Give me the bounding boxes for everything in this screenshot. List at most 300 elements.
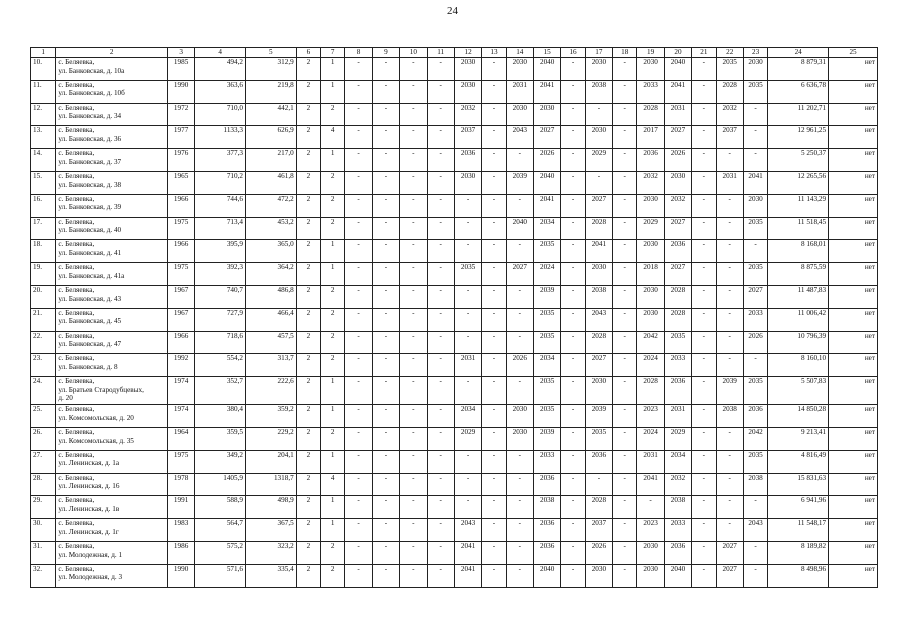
cost-cell: 11 143,29 (768, 194, 829, 217)
table-cell: 2039 (716, 377, 743, 405)
table-cell: 2 (321, 103, 345, 126)
table-cell: - (400, 427, 427, 450)
table-cell: 2029 (637, 217, 664, 240)
table-row (31, 564, 878, 587)
table-cell: 2037 (585, 519, 612, 542)
table-cell: 335,4 (246, 564, 297, 587)
table-cell: 1 (321, 58, 345, 81)
table-cell: - (716, 331, 743, 354)
table-cell: 1974 (167, 377, 194, 405)
table-row (31, 308, 878, 331)
column-header: 13 (482, 48, 506, 58)
table-row (31, 80, 878, 103)
table-cell: 2 (296, 263, 320, 286)
table-cell: - (613, 149, 637, 172)
table-cell: - (427, 80, 454, 103)
column-header: 17 (585, 48, 612, 58)
table-cell: - (692, 285, 716, 308)
table-row (31, 194, 878, 217)
column-header: 10 (400, 48, 427, 58)
table-cell: 710,0 (195, 103, 246, 126)
table-cell: 2028 (585, 217, 612, 240)
table-cell: - (482, 541, 506, 564)
cost-cell: 8 168,01 (768, 240, 829, 263)
table-cell: 1991 (167, 496, 194, 519)
table-cell: 727,9 (195, 308, 246, 331)
table-cell: - (743, 564, 767, 587)
table-cell: - (482, 80, 506, 103)
table-row (31, 263, 878, 286)
table-cell: 2028 (637, 103, 664, 126)
table-cell: - (482, 308, 506, 331)
table-cell: 204,1 (246, 450, 297, 473)
table-cell: 2032 (454, 103, 481, 126)
cost-cell: 12 265,56 (768, 171, 829, 194)
table-cell: - (692, 194, 716, 217)
table-cell: - (716, 308, 743, 331)
table-cell: 1 (321, 405, 345, 428)
table-cell: - (345, 194, 372, 217)
table-body (31, 58, 878, 588)
table-cell: - (692, 541, 716, 564)
table-cell: - (613, 126, 637, 149)
table-cell: - (506, 496, 533, 519)
table-cell: 2030 (506, 103, 533, 126)
table-cell: 588,9 (195, 496, 246, 519)
table-cell: 2 (321, 541, 345, 564)
address-cell (56, 450, 168, 473)
column-header: 4 (195, 48, 246, 58)
address-cell (56, 405, 168, 428)
table-cell: 2035 (533, 308, 560, 331)
table-row (31, 126, 878, 149)
table-cell: 352,7 (195, 377, 246, 405)
table-cell: - (561, 519, 585, 542)
table-cell: - (482, 58, 506, 81)
table-cell: 312,9 (246, 58, 297, 81)
table-cell: 2026 (743, 331, 767, 354)
table-cell: - (613, 171, 637, 194)
table-cell: - (743, 354, 767, 377)
table-cell: - (427, 405, 454, 428)
column-header: 11 (427, 48, 454, 58)
table-cell: 1133,3 (195, 126, 246, 149)
table-cell: 2032 (637, 171, 664, 194)
address-line: ул. Банковская, д. 36 (58, 134, 122, 143)
table-cell: - (613, 377, 637, 405)
table-cell: 2 (296, 405, 320, 428)
table-header (31, 48, 878, 58)
table-cell: - (482, 405, 506, 428)
address-line: с. Беляевка, (58, 285, 95, 294)
table-cell: 2039 (585, 405, 612, 428)
table-cell: 2041 (533, 194, 560, 217)
address-line: с. Беляевка, (58, 519, 95, 528)
status-cell: нет (829, 427, 878, 450)
status-cell: нет (829, 217, 878, 240)
table-cell: - (561, 171, 585, 194)
address-line: с. Беляевка, (58, 427, 95, 436)
table-cell: - (345, 58, 372, 81)
address-line: с. Беляевка, (58, 473, 95, 482)
table-cell: - (454, 331, 481, 354)
table-cell: 2030 (637, 194, 664, 217)
table-cell: - (427, 354, 454, 377)
column-header: 25 (829, 48, 878, 58)
table-cell: - (372, 405, 399, 428)
table-cell: - (692, 308, 716, 331)
table-cell: - (427, 149, 454, 172)
address-line: ул. Банковская, д. 43 (58, 294, 122, 303)
table-cell: 2043 (743, 519, 767, 542)
table-cell: 2035 (743, 80, 767, 103)
table-cell: - (561, 405, 585, 428)
address-line: с. Беляевка, (58, 103, 95, 112)
address-line: ул. Банковская, д. 10а (58, 66, 125, 75)
table-cell: 1 (321, 496, 345, 519)
table-cell: 349,2 (195, 450, 246, 473)
table-cell: - (345, 519, 372, 542)
table-cell: 710,2 (195, 171, 246, 194)
table-cell: 2038 (716, 405, 743, 428)
status-cell: нет (829, 263, 878, 286)
table-cell: 2043 (585, 308, 612, 331)
table-cell: - (400, 377, 427, 405)
column-header: 14 (506, 48, 533, 58)
row-number: 18. (31, 240, 56, 263)
table-cell: 2035 (716, 58, 743, 81)
table-cell: 2030 (454, 171, 481, 194)
table-cell: 2024 (637, 354, 664, 377)
table-cell: 2030 (637, 285, 664, 308)
row-number: 13. (31, 126, 56, 149)
address-line: ул. Ленинская, д. 1а (58, 459, 120, 468)
table-cell: 1405,9 (195, 473, 246, 496)
table-row (31, 217, 878, 240)
table-cell: - (482, 240, 506, 263)
table-cell: 2029 (585, 149, 612, 172)
table-cell: - (345, 308, 372, 331)
table-cell: - (482, 194, 506, 217)
table-cell: 4 (321, 126, 345, 149)
table-cell: 2 (296, 126, 320, 149)
cost-cell: 14 850,28 (768, 405, 829, 428)
table-cell: 2037 (716, 126, 743, 149)
table-cell: 2027 (585, 354, 612, 377)
table-cell: 2030 (637, 240, 664, 263)
table-cell: 1972 (167, 103, 194, 126)
status-cell: нет (829, 171, 878, 194)
address-cell (56, 427, 168, 450)
table-cell: - (692, 473, 716, 496)
table-cell: - (454, 377, 481, 405)
table-cell: 2 (296, 427, 320, 450)
table-cell: - (454, 473, 481, 496)
table-cell: - (613, 58, 637, 81)
table-cell: 2028 (664, 308, 691, 331)
status-cell: нет (829, 377, 878, 405)
address-cell (56, 331, 168, 354)
table-cell: 1990 (167, 564, 194, 587)
table-cell: - (345, 103, 372, 126)
table-cell: - (427, 126, 454, 149)
table-cell: 392,3 (195, 263, 246, 286)
table-cell: - (692, 126, 716, 149)
table-cell: 2 (296, 308, 320, 331)
column-header: 8 (345, 48, 372, 58)
table-cell: - (692, 171, 716, 194)
address-line: с. Беляевка, (58, 194, 95, 203)
table-cell: - (345, 427, 372, 450)
table-cell: 2024 (637, 427, 664, 450)
table-cell: 2 (296, 149, 320, 172)
table-cell: 2040 (533, 58, 560, 81)
table-row (31, 541, 878, 564)
status-cell: нет (829, 58, 878, 81)
table-cell: - (345, 354, 372, 377)
cost-cell: 11 518,45 (768, 217, 829, 240)
row-number: 19. (31, 263, 56, 286)
address-cell (56, 58, 168, 81)
table-cell: - (561, 149, 585, 172)
status-cell: нет (829, 126, 878, 149)
table-cell: 2030 (585, 126, 612, 149)
table-cell: 713,4 (195, 217, 246, 240)
table-cell: - (427, 285, 454, 308)
table-cell: - (716, 263, 743, 286)
table-cell: 2035 (743, 263, 767, 286)
table-cell: 2038 (585, 285, 612, 308)
table-cell: - (400, 263, 427, 286)
address-cell (56, 263, 168, 286)
table-cell: 2042 (743, 427, 767, 450)
cost-cell: 4 816,49 (768, 450, 829, 473)
table-cell: 2041 (454, 564, 481, 587)
table-cell: - (372, 541, 399, 564)
table-cell: - (692, 80, 716, 103)
table-cell: - (372, 427, 399, 450)
table-cell: - (400, 450, 427, 473)
table-cell: 2030 (743, 194, 767, 217)
table-cell: 219,8 (246, 80, 297, 103)
table-cell: 486,8 (246, 285, 297, 308)
table-cell: - (692, 103, 716, 126)
table-cell: 2033 (743, 308, 767, 331)
table-cell: - (482, 171, 506, 194)
table-cell: - (561, 80, 585, 103)
table-cell: - (613, 217, 637, 240)
status-cell: нет (829, 519, 878, 542)
table-cell: - (561, 427, 585, 450)
cost-cell: 5 507,83 (768, 377, 829, 405)
table-cell: - (482, 450, 506, 473)
row-number: 25. (31, 405, 56, 428)
table-cell: 740,7 (195, 285, 246, 308)
table-cell: 2 (296, 58, 320, 81)
address-cell (56, 564, 168, 587)
table-cell: - (692, 496, 716, 519)
status-cell: нет (829, 541, 878, 564)
table-cell: - (345, 377, 372, 405)
table-cell: 1986 (167, 541, 194, 564)
table-cell: - (561, 331, 585, 354)
table-cell: - (427, 519, 454, 542)
column-header: 2 (56, 48, 168, 58)
column-header: 1 (31, 48, 56, 58)
column-header: 7 (321, 48, 345, 58)
table-cell: 2030 (585, 58, 612, 81)
table-cell: - (637, 496, 664, 519)
table-row (31, 103, 878, 126)
address-cell (56, 194, 168, 217)
column-header: 6 (296, 48, 320, 58)
table-cell: 229,2 (246, 427, 297, 450)
table-cell: 2039 (533, 427, 560, 450)
table-cell: - (372, 496, 399, 519)
table-cell: 1966 (167, 331, 194, 354)
table-cell: 2 (296, 450, 320, 473)
table-cell: 2031 (716, 171, 743, 194)
row-number: 14. (31, 149, 56, 172)
table-cell: 2 (296, 564, 320, 587)
table-cell: 2027 (743, 285, 767, 308)
table-cell: 2 (321, 171, 345, 194)
table-cell: - (345, 217, 372, 240)
table-cell: 2032 (664, 194, 691, 217)
table-cell: 2040 (506, 217, 533, 240)
table-cell: 367,5 (246, 519, 297, 542)
address-line: с. Беляевка, (58, 377, 95, 386)
table-cell: 2026 (664, 149, 691, 172)
table-cell: - (454, 285, 481, 308)
table-cell: - (692, 217, 716, 240)
table-cell: 1966 (167, 194, 194, 217)
table-cell: - (743, 126, 767, 149)
table-cell: 2036 (664, 377, 691, 405)
table-cell: 2030 (454, 58, 481, 81)
row-number: 10. (31, 58, 56, 81)
table-cell: 2032 (716, 103, 743, 126)
table-cell: - (427, 240, 454, 263)
table-cell: 2035 (533, 377, 560, 405)
table-cell: 363,6 (195, 80, 246, 103)
address-line: ул. Банковская, д. 37 (58, 157, 122, 166)
cost-cell: 6 941,96 (768, 496, 829, 519)
table-row (31, 285, 878, 308)
table-cell: 1966 (167, 240, 194, 263)
table-cell: 2027 (716, 541, 743, 564)
cost-cell: 8 875,59 (768, 263, 829, 286)
table-cell: - (692, 240, 716, 263)
address-line: с. Беляевка, (58, 126, 95, 135)
address-line: с. Беляевка, (58, 564, 95, 573)
table-cell: 1990 (167, 80, 194, 103)
table-cell: 2041 (743, 171, 767, 194)
cost-cell: 9 213,41 (768, 427, 829, 450)
table-cell: 2030 (664, 171, 691, 194)
table-cell: - (692, 263, 716, 286)
table-cell: - (561, 126, 585, 149)
table-cell: 2035 (533, 331, 560, 354)
table-cell: 364,2 (246, 263, 297, 286)
address-line: ул. Банковская, д. 8 (58, 362, 118, 371)
table-cell: - (400, 405, 427, 428)
row-number: 24. (31, 377, 56, 405)
table-cell: - (400, 194, 427, 217)
address-cell (56, 354, 168, 377)
address-line: ул. Банковская, д. 41а (58, 271, 125, 280)
table-cell: - (561, 58, 585, 81)
row-number: 16. (31, 194, 56, 217)
table-cell: - (372, 473, 399, 496)
table-cell: - (506, 194, 533, 217)
table-cell: 2035 (743, 377, 767, 405)
table-cell: 1 (321, 519, 345, 542)
address-line: с. Беляевка, (58, 450, 95, 459)
table-cell: - (372, 149, 399, 172)
table-cell: - (400, 80, 427, 103)
table-cell: 2031 (506, 80, 533, 103)
table-cell: - (613, 354, 637, 377)
table-cell: - (482, 103, 506, 126)
table-cell: - (743, 496, 767, 519)
table-cell: 2040 (664, 564, 691, 587)
table-cell: 2031 (454, 354, 481, 377)
table-cell: - (454, 240, 481, 263)
table-cell: - (506, 450, 533, 473)
table-cell: - (454, 194, 481, 217)
table-cell: 1978 (167, 473, 194, 496)
table-cell: - (506, 473, 533, 496)
table-cell: 2040 (533, 564, 560, 587)
table-cell: 2035 (743, 450, 767, 473)
address-line: с. Беляевка, (58, 149, 95, 158)
table-cell: - (372, 126, 399, 149)
table-cell: - (372, 103, 399, 126)
column-header: 3 (167, 48, 194, 58)
address-cell (56, 519, 168, 542)
table-cell: 1 (321, 240, 345, 263)
table-cell: 2036 (533, 541, 560, 564)
table-cell: 2028 (664, 285, 691, 308)
table-cell: 2030 (533, 103, 560, 126)
table-cell: 2 (296, 519, 320, 542)
row-number: 32. (31, 564, 56, 587)
address-line: ул. Комсомольская, д. 20 (58, 413, 134, 422)
table-cell: 395,9 (195, 240, 246, 263)
table-cell: - (400, 171, 427, 194)
table-cell: - (716, 285, 743, 308)
table-cell: 2017 (637, 126, 664, 149)
table-cell: - (716, 427, 743, 450)
table-cell: - (372, 308, 399, 331)
table-cell: - (613, 473, 637, 496)
address-line: ул. Банковская, д. 34 (58, 112, 122, 121)
table-cell: - (345, 496, 372, 519)
table-row (31, 377, 878, 405)
table-cell: 2042 (637, 331, 664, 354)
table-cell: - (427, 171, 454, 194)
address-line: с. Беляевка, (58, 217, 95, 226)
table-cell: - (482, 519, 506, 542)
table-cell: 1992 (167, 354, 194, 377)
table-cell: - (613, 285, 637, 308)
table-cell: - (613, 308, 637, 331)
table-cell: 1 (321, 450, 345, 473)
table-cell: 4 (321, 473, 345, 496)
table-cell: - (482, 377, 506, 405)
table-cell: - (427, 194, 454, 217)
